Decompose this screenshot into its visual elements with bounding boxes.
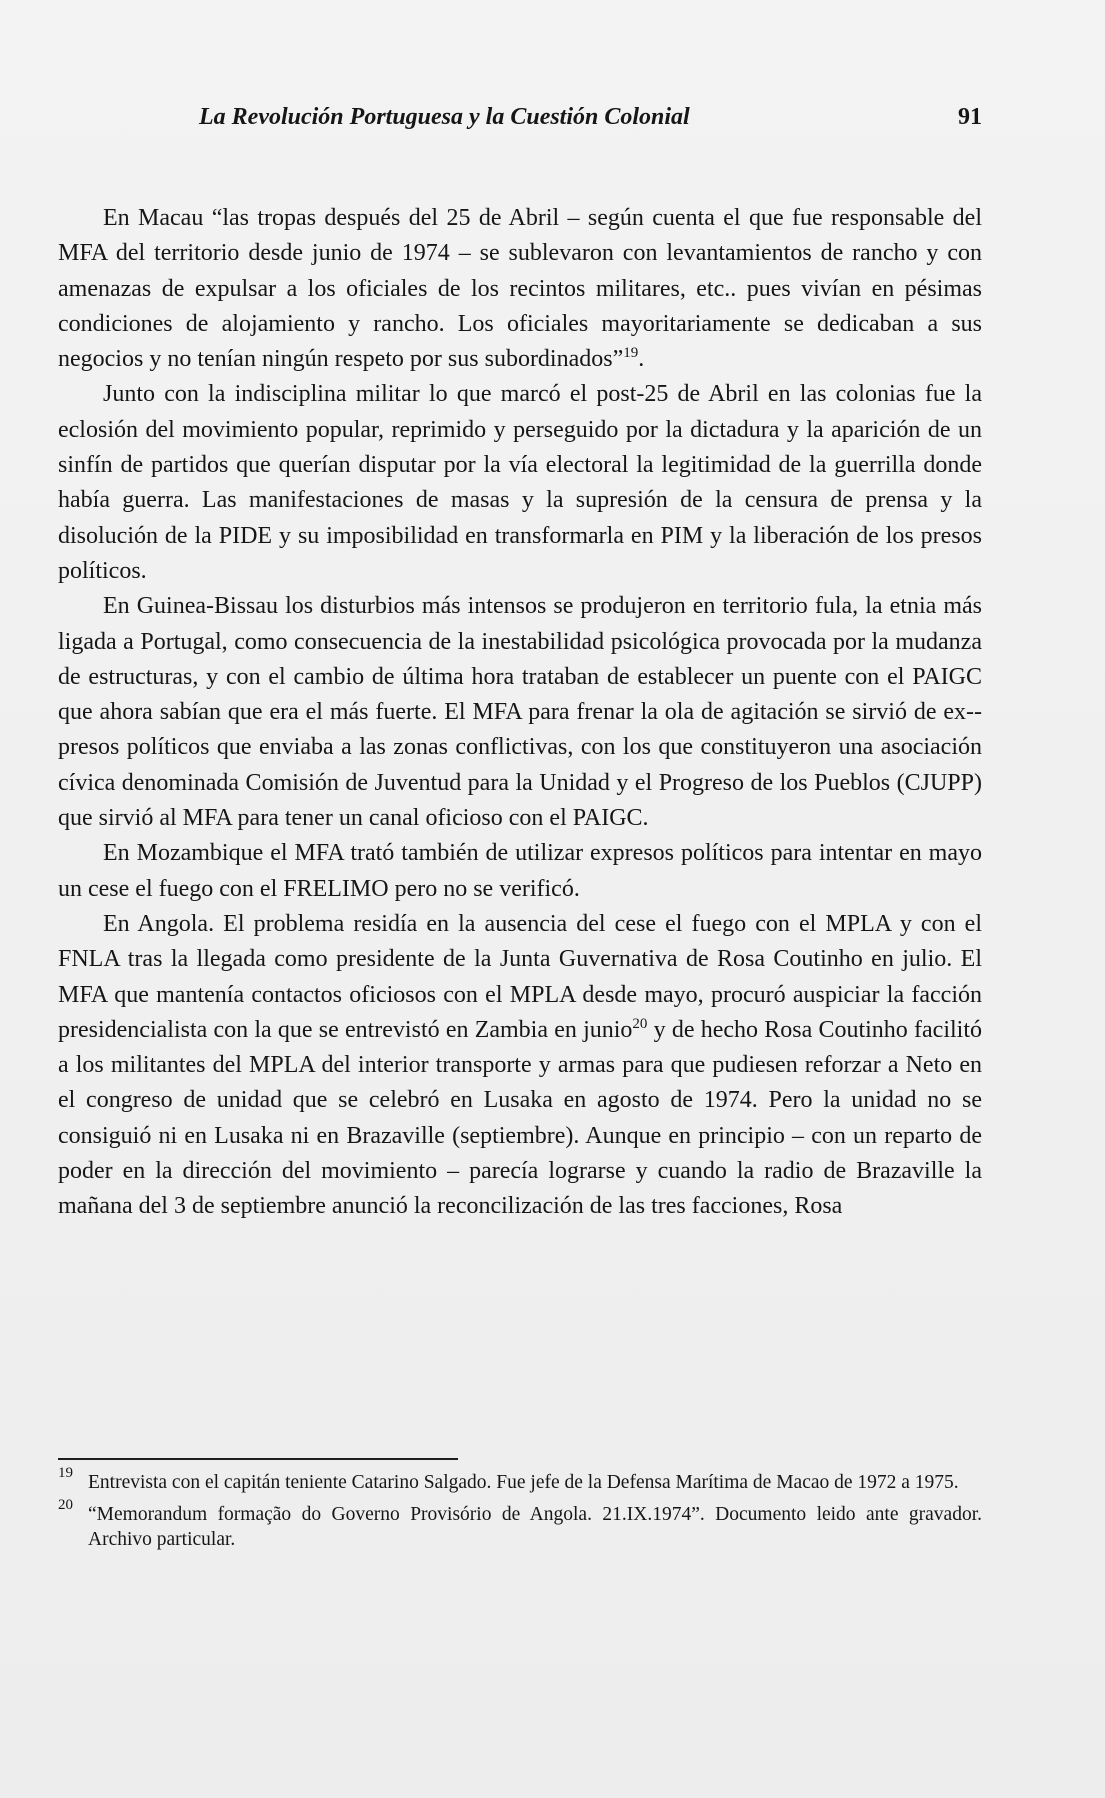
footnote-20 (58, 1496, 982, 1553)
footnote-text: “Memorandum formação do Governo Provisório de Angola. 21.IX.1974”. Documento leido ante gravador. Archivo particular. (88, 1503, 982, 1550)
footnote-19 (58, 1465, 982, 1496)
running-title: La Revolución Portuguesa y la Cuestión Colonial (199, 104, 690, 130)
paragraph-mozambique (58, 836, 982, 907)
page-header (58, 104, 982, 140)
paragraph-text: En Mozambique el MFA trató también de utilizar expresos políticos para intentar en mayo un cese el fuego con el FRELIMO pero no se verificó. (58, 840, 982, 902)
paragraph-text-continued: y de hecho Rosa Coutinho facilitó a los militantes del MPLA del interior transporte y armas para que pudiesen reforzar a Neto en el congreso de unidad que se celebró en Lusaka en agosto de 1974. Pero la unidad no se consiguió ni en Lusaka ni en Brazaville (septiembre). Aunque en principio – con un reparto de poder en la dirección del movimiento – parecía lograrse y cuando la radio de Brazaville la mañana del 3 de septiembre anunció la reconcilización de las tres facciones, Rosa (58, 1016, 982, 1220)
paragraph-text: En Macau “las tropas después del 25 de Abril – según cuenta el que fue responsable del MFA del territorio desde junio de 1974 – se sublevaron con levantamientos de rancho y con amenazas de expulsar a los oficiales de los recintos militares, etc.. pues vivían en pésimas condiciones de alojamiento y rancho. Los oficiales mayoritariamente se dedicaban a sus negocios y no tenían ningún respeto por sus subordinados” (58, 205, 982, 373)
paragraph-guinea-bissau (58, 589, 982, 836)
paragraph-text: Junto con la indisciplina militar lo que marcó el post-25 de Abril en las colonias fue la eclosión del movimiento popular, reprimido y perseguido por la dictadura y la aparición de un sinfín de partidos que querían disputar por la vía electoral la legitimidad de la guerrilla donde había guerra. Las manifestaciones de masas y la supresión de la censura de prensa y la disolución de la PIDE y su imposibilidad en transformarla en PIM y la liberación de los presos políticos. (58, 381, 982, 584)
footnote-text: Entrevista con el capitán teniente Catarino Salgado. Fue jefe de la Defensa Marítima de Macao de 1972 a 1975. (88, 1472, 959, 1493)
footnotes (58, 1465, 982, 1559)
paragraph-text-end: . (638, 346, 645, 373)
paragraph-text: En Guinea-Bissau los disturbios más intensos se produjeron en territorio fula, la etnia más ligada a Portugal, como consecuencia de la inestabilidad psicológica provocada por la mudanza de estructuras, y con el cambio de última hora trataban de establecer un puente con el PAIGC que ahora sabían que era el más fuerte. El MFA para frenar la ola de agitación se sirvió de ex--presos políticos que enviaba a las zonas conflictivas, con los que constituyeron una asociación cívica denominada Comisión de Juventud para la Unidad y el Progreso de los Pueblos (CJUPP) que sirvió al MFA para tener un canal oficioso con el PAIGC. (58, 593, 982, 832)
paragraph-macau (58, 201, 982, 377)
body-text (58, 201, 982, 1225)
paragraph-indiscipline (58, 377, 982, 589)
footnote-number: 19 (58, 1465, 73, 1481)
footnote-ref-20: 20 (632, 1015, 648, 1032)
footnote-divider (58, 1458, 458, 1460)
page-number: 91 (958, 104, 982, 130)
paragraph-text: En Angola. El problema residía en la ausencia del cese el fuego con el MPLA y con el FNLA tras la llegada como presidente de la Junta Guvernativa de Rosa Coutinho en julio. El MFA que mantenía contactos oficiosos con el MPLA desde mayo, procuró auspiciar la facción presidencialista con la que se entrevistó en Zambia en junio (58, 910, 982, 1043)
paragraph-angola (58, 907, 982, 1225)
footnote-number: 20 (58, 1496, 73, 1513)
footnote-ref-19: 19 (623, 345, 639, 362)
